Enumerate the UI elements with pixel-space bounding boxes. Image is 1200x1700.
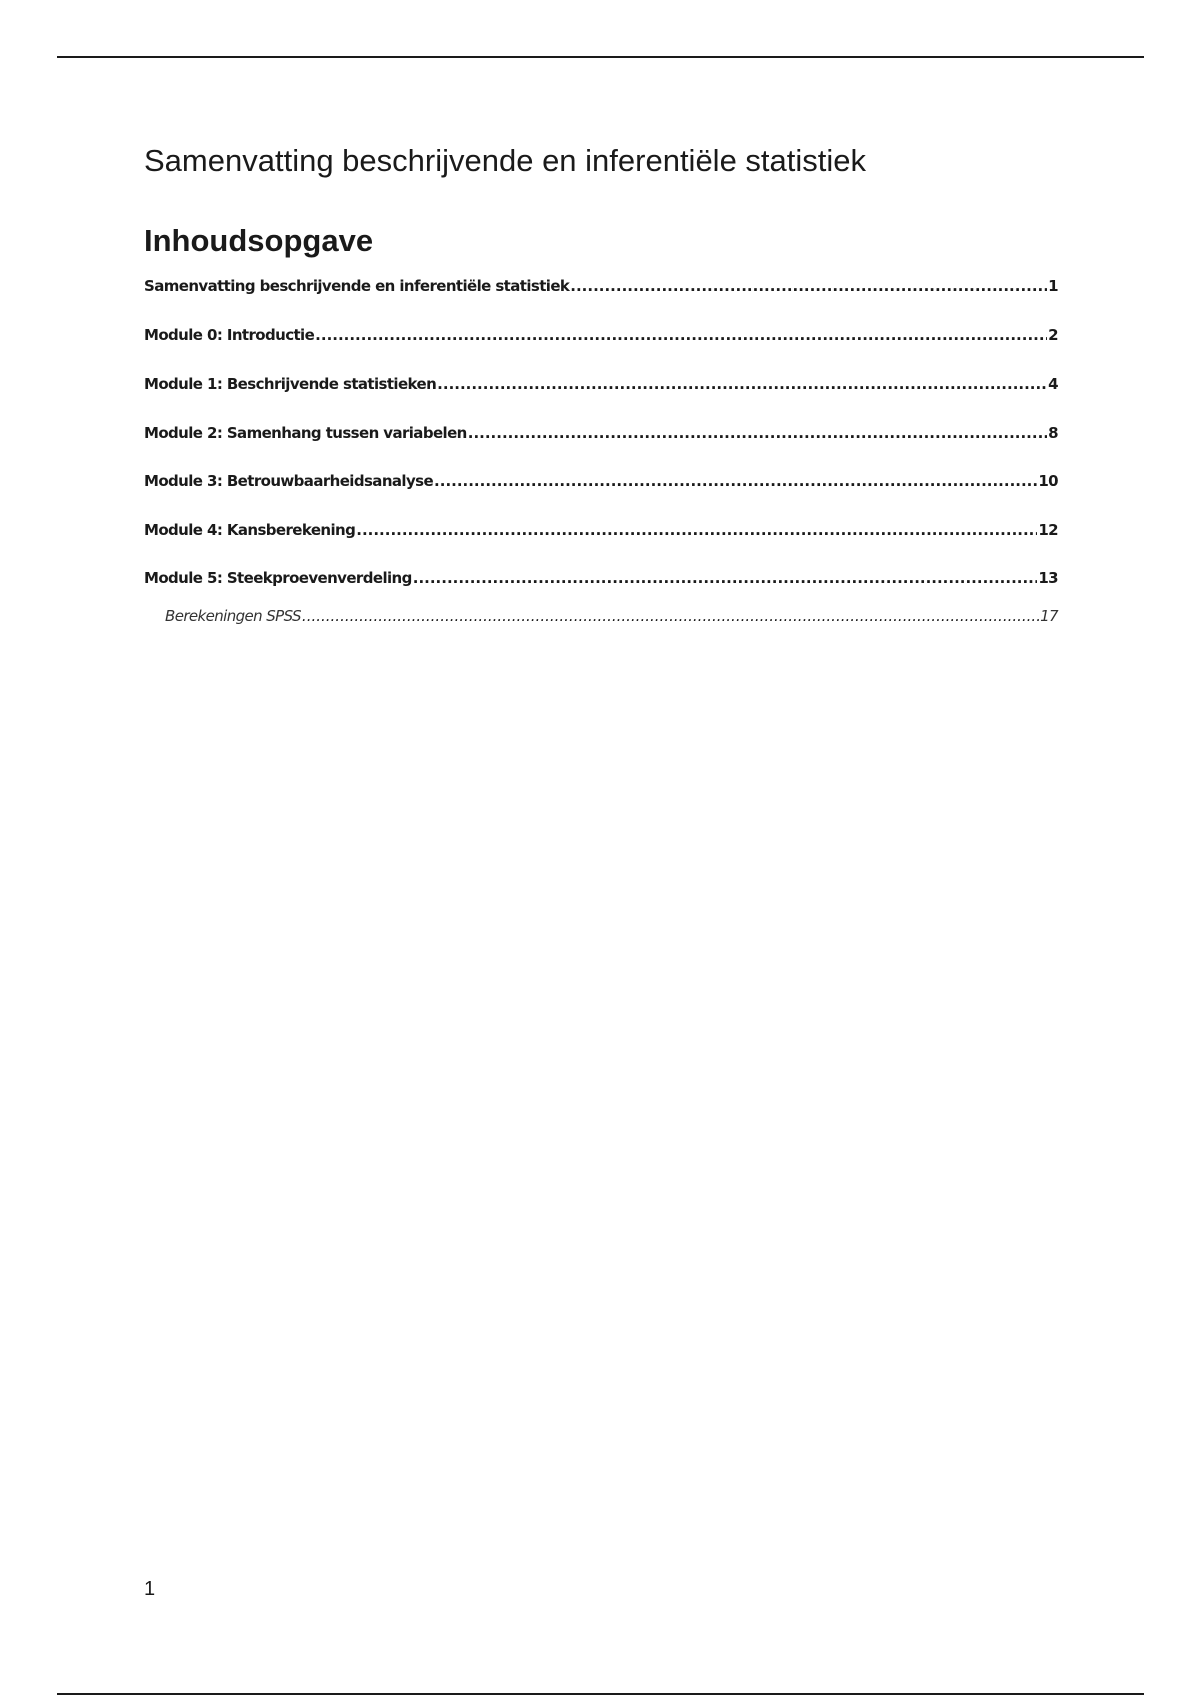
page-number: 1 [144,1578,156,1600]
toc-entry-label: Module 0: Introductie [144,326,315,344]
toc-entry-label: Module 2: Samenhang tussen variabelen [144,424,467,442]
document-title: Samenvatting beschrijvende en inferentiële statistiek [144,143,867,178]
toc-entry-page: 12 [1038,521,1058,539]
toc-dot-leader [315,325,1047,345]
toc-entry-label: Berekeningen SPSS [165,607,301,625]
toc-dot-leader [468,423,1047,443]
toc-entry[interactable] [144,276,1058,296]
toc-subentry[interactable] [165,606,1058,626]
toc-entry-page: 4 [1048,375,1058,393]
toc-entry[interactable] [144,568,1058,588]
toc-entry-label: Module 1: Beschrijvende statistieken [144,375,437,393]
toc-dot-leader [570,276,1047,296]
toc-dot-leader [413,568,1038,588]
toc-entry-page: 17 [1040,607,1058,625]
toc-dot-leader [437,374,1047,394]
toc-dot-leader [356,520,1037,540]
toc-entry[interactable] [144,325,1058,345]
toc-entry-label: Samenvatting beschrijvende en inferentiële statistiek [144,277,570,295]
footer-rule [57,1693,1144,1695]
toc-heading: Inhoudsopgave [144,223,374,258]
toc-entry[interactable] [144,471,1058,491]
toc-entry-page: 10 [1038,472,1058,490]
toc-entry-label: Module 5: Steekproevenverdeling [144,569,412,587]
toc-dot-leader [302,606,1039,626]
toc-entry[interactable] [144,520,1058,540]
toc-entry[interactable] [144,374,1058,394]
toc-dot-leader [434,471,1037,491]
toc-entry[interactable] [144,423,1058,443]
toc-entry-page: 1 [1048,277,1058,295]
toc-entry-page: 2 [1048,326,1058,344]
page-content [144,140,1058,625]
toc-entry-label: Module 4: Kansberekening [144,521,356,539]
toc-entry-page: 13 [1038,569,1058,587]
header-rule [57,56,1144,58]
toc-entry-label: Module 3: Betrouwbaarheidsanalyse [144,472,434,490]
toc-entry-page: 8 [1048,424,1058,442]
